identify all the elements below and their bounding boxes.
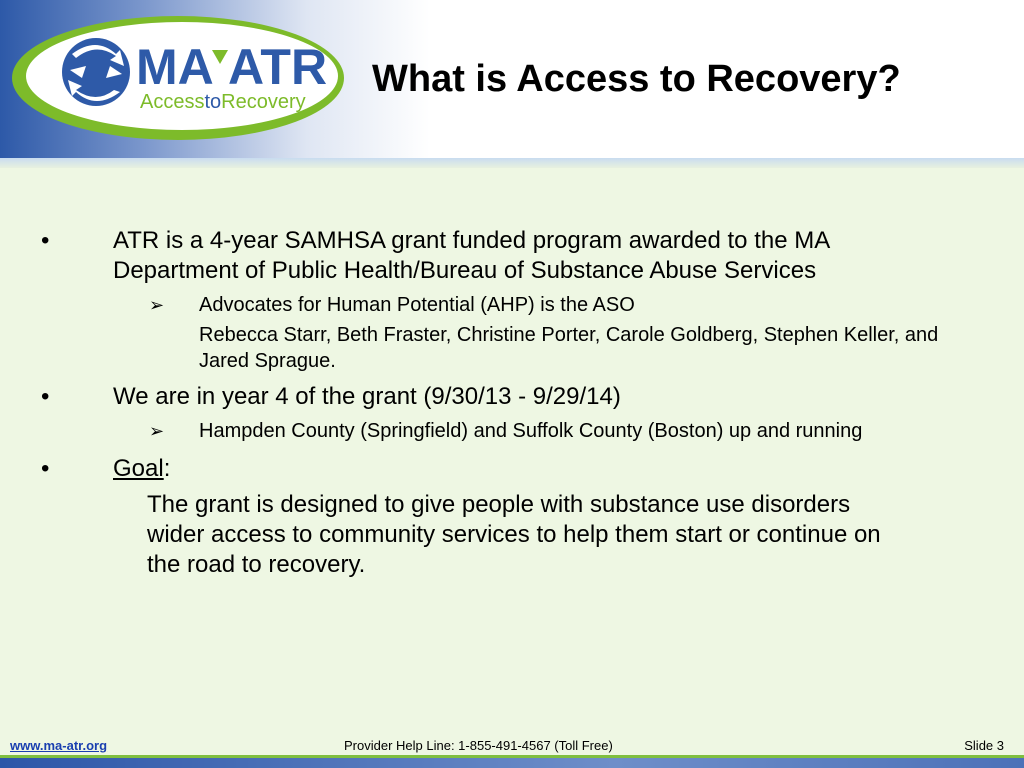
slide-header (0, 0, 1024, 168)
provider-help-line: Provider Help Line: 1-855-491-4567 (Toll Free) (344, 738, 613, 753)
goal-bullet (41, 454, 933, 484)
goal-label: Goal (113, 455, 164, 482)
bullet-item (41, 382, 933, 412)
sub-bullet-text: Hampden County (Springfield) and Suffolk County (Boston) up and running (199, 420, 863, 442)
bullet-icon: • (41, 455, 50, 482)
bullet-text: We are in year 4 of the grant (9/30/13 - 9/29/14) (113, 383, 621, 410)
bullet-icon: • (41, 383, 50, 410)
logo-brand-atr: ATR (228, 39, 328, 95)
logo-tagline: AccesstoRecovery (140, 91, 306, 113)
arrow-bullet-icon: ➢ (149, 421, 165, 441)
logo-brand-ma: MA (136, 39, 214, 95)
slide-number: Slide 3 (964, 738, 1004, 753)
bullet-item (41, 226, 933, 286)
sub-bullet-continuation: Rebecca Starr, Beth Fraster, Christine Porter, Carole Goldberg, Stephen Keller, and Jared Sprague. (199, 324, 939, 372)
footer-bar (0, 758, 1024, 768)
slide-content (0, 226, 1024, 580)
sub-bullet-item (149, 418, 939, 444)
arrow-bullet-icon: ➢ (149, 295, 165, 315)
goal-text: The grant is designed to give people with substance use disorders wider access to community services to help them start or continue on the road to recovery. (147, 491, 881, 578)
sub-bullet-item (149, 292, 939, 318)
header-divider (0, 158, 1024, 168)
ma-atr-logo (6, 6, 346, 146)
sub-bullet-text: Advocates for Human Potential (AHP) is the ASO (199, 294, 635, 316)
goal-colon: : (163, 455, 171, 482)
slide-title: What is Access to Recovery? (372, 58, 901, 100)
globe-arrows-icon (62, 38, 130, 106)
bullet-icon: • (41, 227, 50, 254)
website-link[interactable]: www.ma-atr.org (10, 738, 108, 753)
bullet-text: ATR is a 4-year SAMHSA grant funded program awarded to the MA Department of Public Health/Bureau of Substance Abuse Services (113, 227, 829, 284)
slide-footer (0, 728, 1024, 768)
